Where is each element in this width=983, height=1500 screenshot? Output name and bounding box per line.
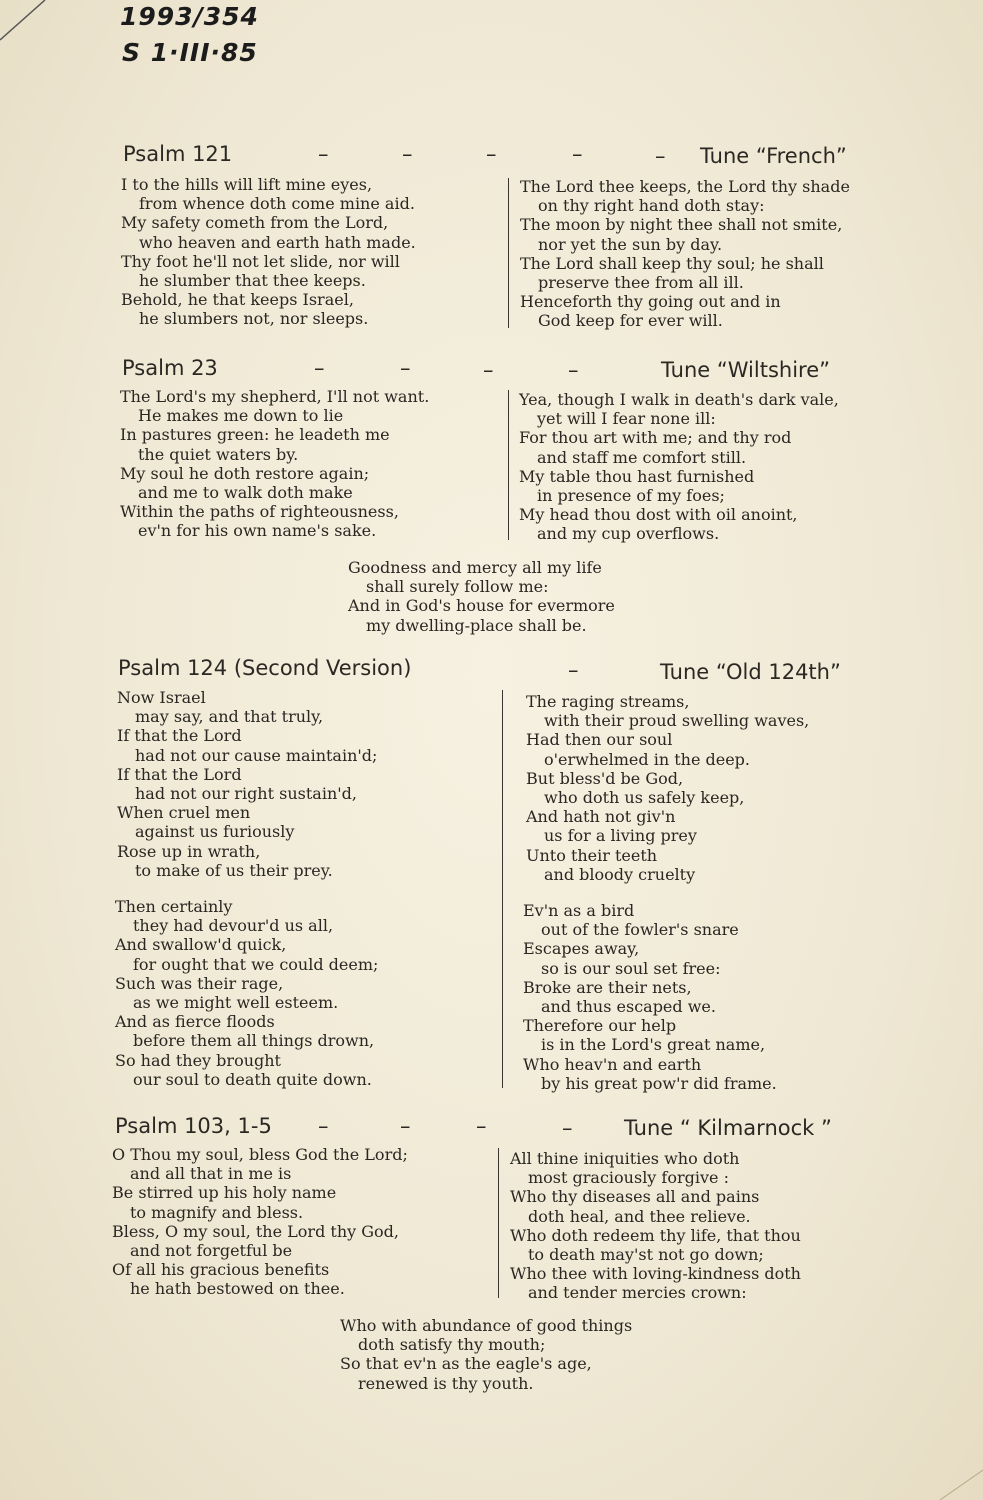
psalm-124-left-verses [117, 688, 377, 880]
psalm-121-heading: Psalm 121 [123, 142, 233, 166]
psalm-23-tune: Tune “Wiltshire” [661, 358, 830, 382]
separator-dash: – [568, 658, 579, 682]
verse-line: So that ev'n as the eagle's age, [340, 1354, 592, 1374]
verse-line: may say, and that truly, [135, 707, 324, 727]
verse-line: The raging streams, [526, 692, 690, 711]
verse-line: with their proud swelling waves, [544, 711, 810, 731]
psalm-23-left-verses [120, 387, 429, 541]
verse-line: Escapes away, [523, 939, 640, 959]
archive-number: 1993/354 [120, 2, 259, 31]
separator-dash: – [562, 1116, 573, 1140]
psalm-23-heading: Psalm 23 [122, 356, 218, 380]
verse-line: Such was their rage, [115, 973, 284, 993]
verse-line: so is our soul set free: [541, 958, 721, 978]
verse-line: and bloody cruelty [544, 864, 696, 884]
verse-line: And in God's house for evermore [348, 596, 615, 616]
psalm-23-right-verses [519, 390, 839, 544]
separator-dash: – [483, 358, 494, 382]
verse-line: In pastures green: he leadeth me [120, 425, 390, 445]
verse-line: Of all his gracious benefits [112, 1260, 330, 1280]
verse-line: from whence doth come mine aid. [139, 194, 415, 214]
verse-line: Unto their teeth [526, 845, 658, 865]
verse-line: doth heal, and thee relieve. [528, 1206, 751, 1226]
verse-line: Who thee with loving-kindness doth [510, 1264, 801, 1284]
verse-line: and thus escaped we. [541, 997, 716, 1017]
psalm-121-right-verses [520, 177, 850, 331]
verse-line: And hath not giv'n [526, 807, 676, 827]
verse-line: Goodness and mercy all my life [348, 558, 602, 577]
verse-line: Who with abundance of good things [340, 1316, 633, 1335]
verse-line: us for a living prey [544, 826, 697, 846]
psalm-103-tune: Tune “ Kilmarnock ” [624, 1116, 832, 1140]
verse-line: yet will I fear none ill: [537, 409, 716, 429]
archive-date: S 1·III·85 [122, 38, 258, 67]
verse-line: renewed is thy youth. [358, 1373, 534, 1393]
verse-line: Now Israel [117, 688, 206, 707]
verse-line: and my cup overflows. [537, 524, 720, 544]
verse-line: Yea, though I walk in death's dark vale, [519, 390, 839, 409]
verse-line: The Lord thee keeps, the Lord thy shade [520, 177, 850, 196]
psalm-124-right-verses-2 [523, 901, 777, 1093]
verse-line: Behold, he that keeps Israel, [121, 290, 354, 310]
verse-line: and me to walk doth make [138, 483, 353, 503]
verse-line: If that the Lord [117, 764, 242, 784]
psalm-23-closing-verse [348, 558, 615, 635]
separator-dash: – [318, 142, 329, 166]
separator-dash: – [486, 142, 497, 166]
separator-dash: – [572, 142, 583, 166]
psalm-124-heading: Psalm 124 (Second Version) [118, 656, 412, 680]
verse-line: And swallow'd quick, [115, 935, 287, 955]
verse-line: and staff me comfort still. [537, 447, 747, 467]
column-rule [502, 690, 503, 1088]
separator-dash: – [400, 1114, 411, 1138]
verse-line: When cruel men [117, 803, 251, 823]
verse-line: is in the Lord's great name, [541, 1035, 766, 1055]
verse-line: But bless'd be God, [526, 768, 684, 788]
verse-line: shall surely follow me: [366, 577, 549, 597]
verse-line: Ev'n as a bird [523, 901, 635, 920]
column-rule [498, 1148, 499, 1298]
verse-line: My table thou hast furnished [519, 466, 755, 486]
verse-line: who doth us safely keep, [544, 788, 745, 808]
psalm-121-left-verses [121, 175, 416, 329]
verse-line: All thine iniquities who doth [510, 1149, 740, 1168]
verse-line: Therefore our help [523, 1016, 677, 1036]
verse-line: against us furiously [135, 822, 295, 842]
verse-line: and not forgetful be [130, 1241, 293, 1261]
verse-line: Bless, O my soul, the Lord thy God, [112, 1221, 399, 1241]
separator-dash: – [318, 1114, 329, 1138]
verse-line: Who doth redeem thy life, that thou [510, 1225, 801, 1245]
separator-dash: – [568, 358, 579, 382]
verse-line: he hath bestowed on thee. [130, 1279, 345, 1299]
verse-line: Be stirred up his holy name [112, 1183, 337, 1203]
verse-line: for ought that we could deem; [133, 954, 379, 974]
verse-line: before them all things drown, [133, 1031, 375, 1051]
separator-dash: – [400, 356, 411, 380]
verse-line: Rose up in wrath, [117, 841, 261, 861]
verse-line: preserve thee from all ill. [538, 273, 744, 293]
verse-line: as we might well esteem. [133, 993, 339, 1013]
psalm-124-tune: Tune “Old 124th” [660, 660, 841, 684]
verse-line: they had devour'd us all, [133, 916, 334, 936]
verse-line: my dwelling-place shall be. [366, 615, 587, 635]
verse-line: he slumbers not, nor sleeps. [139, 309, 369, 329]
verse-line: My soul he doth restore again; [120, 463, 370, 483]
verse-line: out of the fowler's snare [541, 920, 739, 940]
verse-line: to magnify and bless. [130, 1202, 304, 1222]
psalm-103-heading: Psalm 103, 1-5 [115, 1114, 272, 1138]
verse-line: our soul to death quite down. [133, 1069, 372, 1089]
verse-line: And as fierce floods [115, 1012, 275, 1032]
verse-line: ev'n for his own name's sake. [138, 521, 377, 541]
verse-line: Had then our soul [526, 730, 673, 750]
separator-dash: – [314, 356, 325, 380]
verse-line: Thy foot he'll not let slide, nor will [121, 251, 400, 271]
verse-line: Who thy diseases all and pains [510, 1187, 760, 1207]
verse-line: he slumber that thee keeps. [139, 271, 366, 291]
verse-line: I to the hills will lift mine eyes, [121, 175, 373, 194]
verse-line: Then certainly [115, 897, 233, 916]
verse-line: and tender mercies crown: [528, 1283, 747, 1303]
psalm-124-left-verses-2 [115, 897, 378, 1089]
verse-line: and all that in me is [130, 1164, 292, 1184]
verse-line: My head thou dost with oil anoint, [519, 505, 798, 525]
column-rule [508, 390, 509, 540]
psalm-103-right-verses [510, 1149, 801, 1303]
verse-line: most graciously forgive : [528, 1168, 729, 1188]
verse-line: o'erwhelmed in the deep. [544, 749, 751, 769]
verse-line: O Thou my soul, bless God the Lord; [112, 1145, 408, 1164]
verse-line: Broke are their nets, [523, 977, 692, 997]
verse-line: My safety cometh from the Lord, [121, 213, 389, 233]
verse-line: God keep for ever will. [538, 311, 723, 331]
verse-line: doth satisfy thy mouth; [358, 1335, 546, 1355]
verse-line: Who heav'n and earth [523, 1054, 702, 1074]
psalm-103-left-verses [112, 1145, 408, 1299]
verse-line: For thou art with me; and thy rod [519, 428, 792, 448]
verse-line: If that the Lord [117, 726, 242, 746]
verse-line: had not our right sustain'd, [135, 784, 357, 804]
verse-line: So had they brought [115, 1050, 281, 1070]
column-rule [508, 178, 509, 328]
separator-dash: – [655, 144, 666, 168]
verse-line: to make of us their prey. [135, 860, 333, 880]
separator-dash: – [402, 142, 413, 166]
psalm-121-tune: Tune “French” [700, 144, 847, 168]
verse-line: The Lord shall keep thy soul; he shall [520, 253, 824, 273]
verse-line: the quiet waters by. [138, 444, 299, 464]
verse-line: to death may'st not go down; [528, 1245, 764, 1265]
verse-line: in presence of my foes; [537, 486, 725, 506]
verse-line: on thy right hand doth stay: [538, 196, 765, 216]
verse-line: The moon by night thee shall not smite, [520, 215, 843, 235]
psalm-103-closing-verse [340, 1316, 632, 1393]
verse-line: Henceforth thy going out and in [520, 292, 781, 312]
verse-line: He makes me down to lie [138, 406, 344, 426]
separator-dash: – [476, 1114, 487, 1138]
verse-line: had not our cause maintain'd; [135, 745, 378, 765]
verse-line: Within the paths of righteousness, [120, 502, 399, 522]
verse-line: nor yet the sun by day. [538, 234, 723, 254]
verse-line: who heaven and earth hath made. [139, 232, 416, 252]
verse-line: The Lord's my shepherd, I'll not want. [120, 387, 430, 406]
psalm-124-right-verses [526, 692, 809, 884]
verse-line: by his great pow'r did frame. [541, 1073, 777, 1093]
